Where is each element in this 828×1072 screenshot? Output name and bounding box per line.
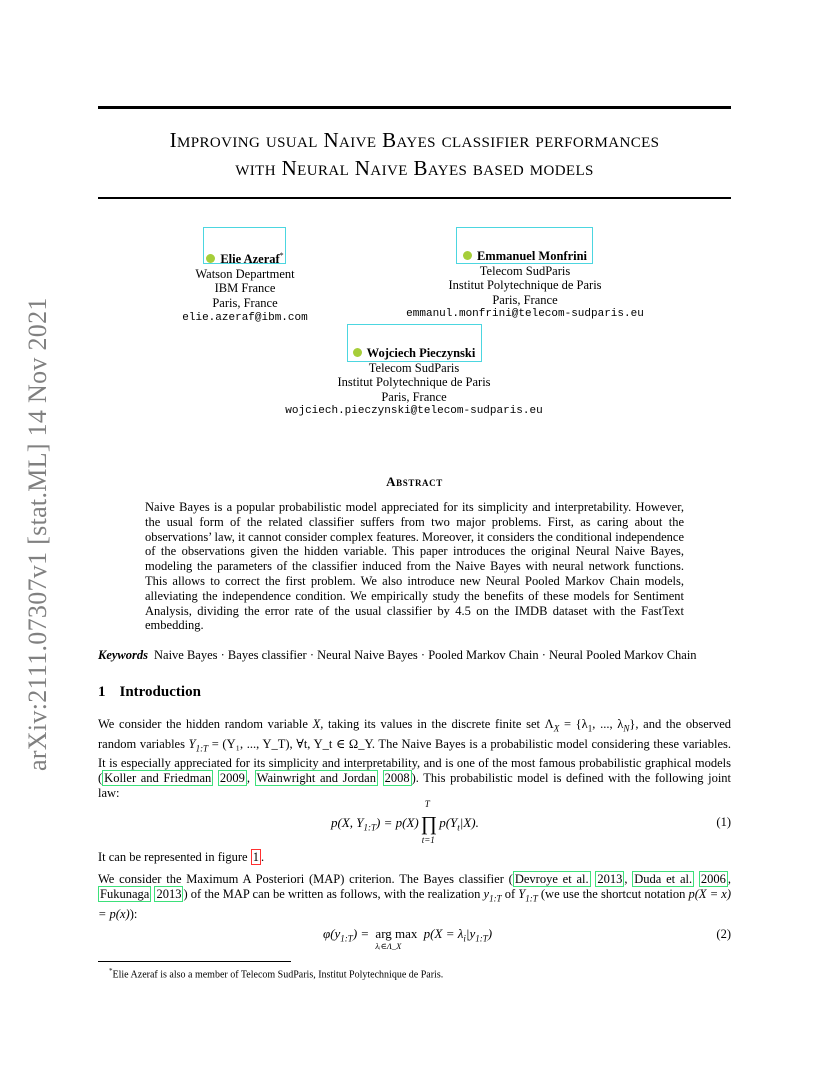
text-run: We consider the Maximum A Posteriori (MAP) criterion. The Bayes classifier (: [98, 872, 513, 886]
section-number: 1: [98, 684, 106, 700]
author-affiliation: Watson Department: [195, 266, 295, 281]
eq-sub: i: [463, 933, 466, 944]
orcid-icon[interactable]: [206, 254, 215, 263]
author-name-row: [160, 249, 330, 267]
math-sub: 1:T: [195, 743, 209, 753]
author-affiliation: Telecom SudParis: [368, 360, 460, 375]
author-affiliation: Paris, France: [212, 295, 278, 310]
author-email[interactable]: elie.azeraf@ibm.com: [182, 311, 308, 324]
section-heading: [98, 684, 201, 701]
eq-text: ): [487, 926, 493, 941]
intro-paragraph-2: [98, 850, 731, 865]
figure-ref-link[interactable]: 1: [252, 850, 259, 864]
text-run: (we use the shortcut notation: [537, 887, 689, 901]
equation-number: (2): [716, 927, 731, 941]
author-affiliation: Institut Polytechnique de Paris: [337, 375, 491, 390]
footnote-rule: [98, 961, 291, 962]
argmax-operator: [375, 926, 418, 951]
eq-text: ) =: [352, 926, 373, 941]
citation-year-link[interactable]: 2013: [597, 872, 623, 886]
eq-text: ) = p(X): [376, 815, 419, 830]
product-symbol: ∏ T t=1: [420, 799, 438, 845]
abstract-text: Naive Bayes is a popular probabilistic model appreciated for its simplicity and interpretability. However, the usual form of the related classifier suffers from two major problems. First, as caring about the observations’ law, it cannot consider complex features. Moreover, it considers the conditional independence of the observations given the hidden variable. This paper introduces the original Neural Naive Bayes, modeling the parameters of the classifier induced from the Naive Bayes with neural network functions. This allows to correct the first problem. We also introduce new Neural Pooled Markov Chain models, alleviating the independence condition. We empirically study the benefits of these models for Sentiment Analysis, dividing the error rate of the usual classifier by 4.5 on the IMDB dataset with the FastText embedding.: [145, 500, 684, 633]
author-name[interactable]: Wojciech Pieczynski: [366, 346, 476, 360]
author-email[interactable]: wojciech.pieczynski@telecom-sudparis.eu: [285, 405, 543, 418]
author-block: [264, 346, 564, 419]
title-line-2: with Neural Naive Bayes based models: [235, 156, 594, 180]
citation-link[interactable]: Devroye et al.: [514, 872, 589, 886]
author-block: [160, 249, 330, 326]
eq-text: p(X = λ: [420, 926, 464, 941]
citation-year-link[interactable]: 2013: [156, 887, 182, 901]
author-affiliation: Paris, France: [492, 292, 558, 307]
arxiv-stamp: arXiv:2111.07307v1 [stat.ML] 14 Nov 2021: [23, 297, 52, 771]
math-sub: 1: [587, 723, 593, 734]
paper-title: [98, 126, 731, 182]
author-name-row: [390, 249, 660, 264]
math-sub: X: [553, 723, 560, 734]
footnote-text: Elie Azeraf is also a member of Telecom SudParis, Institut Polytechnique de Paris.: [112, 969, 444, 981]
author-name-row: [264, 346, 564, 361]
keywords-text: Naive Bayes · Bayes classifier · Neural Naive Bayes · Pooled Markov Chain · Neural Pooled Markov Chain: [154, 648, 697, 662]
text-run: , ..., λ: [592, 717, 624, 731]
eq-sub: 1:T: [475, 933, 488, 944]
math-sub: 1:T: [525, 893, 538, 904]
orcid-icon[interactable]: [463, 251, 472, 260]
text-run: = (Y₁, ..., Y_T), ∀t, Y_t ∈ Ω_Y. The Naive Bayes is a probabilistic model considering these variables. It is especially appreciated for its simplicity and interpretability, and is one of the most famous probabilistic graphical models (: [98, 736, 731, 785]
footnote: [109, 965, 443, 981]
text-run: It can be represented in figure: [98, 850, 251, 864]
citation-link[interactable]: Fukunaga: [100, 887, 150, 901]
text-run: = {λ: [559, 717, 588, 731]
equation-body: [323, 926, 493, 951]
eq-sub: t=1: [421, 835, 435, 845]
math-expr: p(X = x) = p(x): [98, 887, 731, 921]
author-name[interactable]: Emmanuel Monfrini: [476, 249, 588, 263]
eq-sup: T: [424, 799, 430, 809]
author-affiliation: IBM France: [214, 281, 276, 296]
citation-year-link[interactable]: 2009: [219, 771, 245, 785]
eq-text: p(X, Y: [331, 815, 364, 830]
eq-text: φ(y: [323, 926, 341, 941]
author-affiliation: Institut Polytechnique de Paris: [448, 278, 602, 293]
author-name[interactable]: Elie Azeraf: [220, 252, 280, 267]
citation-year-link[interactable]: 2006: [700, 872, 726, 886]
keywords-label: Keywords: [98, 648, 148, 662]
eq-sub: λᵢ∈Λ_X: [375, 941, 402, 951]
math-sub: N: [623, 723, 630, 734]
text-run: of: [501, 887, 519, 901]
math-var: Y: [188, 736, 196, 751]
eq-text: |y: [465, 926, 476, 941]
intro-paragraph-3: We consider the Maximum A Posteriori (MAP) criterion. The Bayes classifier ( Devroye et al. 2013 , Duda et al. 2006 , Fukunaga 2013 ) of the MAP can be written as follows, with the realization $y_{1:T}$ of $Y_{1:T}$ (we use the shortcut notation p(X = x) = p(x)):: [98, 872, 731, 921]
text-run: ) of the MAP can be written as follows, with the realization: [183, 887, 484, 901]
text-run: We consider the hidden random variable: [98, 717, 313, 731]
orcid-icon[interactable]: [353, 348, 362, 357]
eq-sub: 1:T: [340, 933, 353, 944]
math-var: Y: [518, 887, 526, 901]
equation-2: [98, 926, 731, 956]
eq-text: p(Y: [439, 815, 458, 830]
keywords: [98, 648, 738, 663]
citation-link[interactable]: Koller and Friedman: [104, 771, 212, 785]
equation-body: [331, 799, 479, 845]
author-marker: *: [279, 251, 284, 260]
citation-link[interactable]: Wainwright and Jordan: [256, 771, 376, 785]
title-line-1: Improving usual Naive Bayes classifier performances: [169, 128, 660, 152]
author-affiliation: Paris, France: [381, 389, 447, 404]
text-run: ):: [129, 906, 138, 921]
text-run: }, and the observed random variables: [98, 717, 731, 751]
title-rule-bottom: [98, 197, 731, 199]
eq-text: arg max: [375, 926, 418, 941]
abstract-heading: Abstract: [386, 474, 443, 489]
text-run: ). This probabilistic model is defined with the following joint law:: [98, 771, 732, 800]
eq-text: |X).: [459, 815, 479, 830]
author-email[interactable]: emmanul.monfrini@telecom-sudparis.eu: [406, 308, 644, 321]
intro-paragraph-1: We consider the hidden random variable X, taking its values in the discrete finite set $\Lambda_X = \{\lambda_1$, ..., $\lambda_N$}, and the observed random variables $Y_{1:T} = (Y_1$, ..., Y_T), ∀t, Y_t ∈ Ω_Y. The Naive Bayes is a probabilistic model considering these variables. It is especially appreciated for its simplicity and interpretability, and is one of the most famous probabilistic graphical models ( Koller and Friedman 2009 , Wainwright and Jordan 2008 ). This probabilistic model is defined with the following joint law:: [98, 717, 732, 800]
equation-1: [98, 799, 731, 845]
equation-number: (1): [716, 815, 731, 829]
title-rule-top: [98, 106, 731, 109]
citation-year-link[interactable]: 2008: [384, 771, 410, 785]
author-block: [390, 249, 660, 322]
math-var: X: [312, 717, 321, 731]
math-var: y: [483, 887, 490, 901]
text-run: .: [260, 850, 265, 864]
footnote-marker: *: [109, 967, 113, 975]
citation-link[interactable]: Duda et al.: [634, 872, 693, 886]
math-sub: 1:T: [489, 893, 502, 904]
section-title: Introduction: [119, 684, 201, 700]
author-affiliation: Telecom SudParis: [479, 263, 571, 278]
text-run: , taking its values in the discrete finite set Λ: [320, 717, 554, 731]
eq-sub: t: [457, 822, 460, 833]
eq-sub: 1:T: [363, 822, 377, 833]
